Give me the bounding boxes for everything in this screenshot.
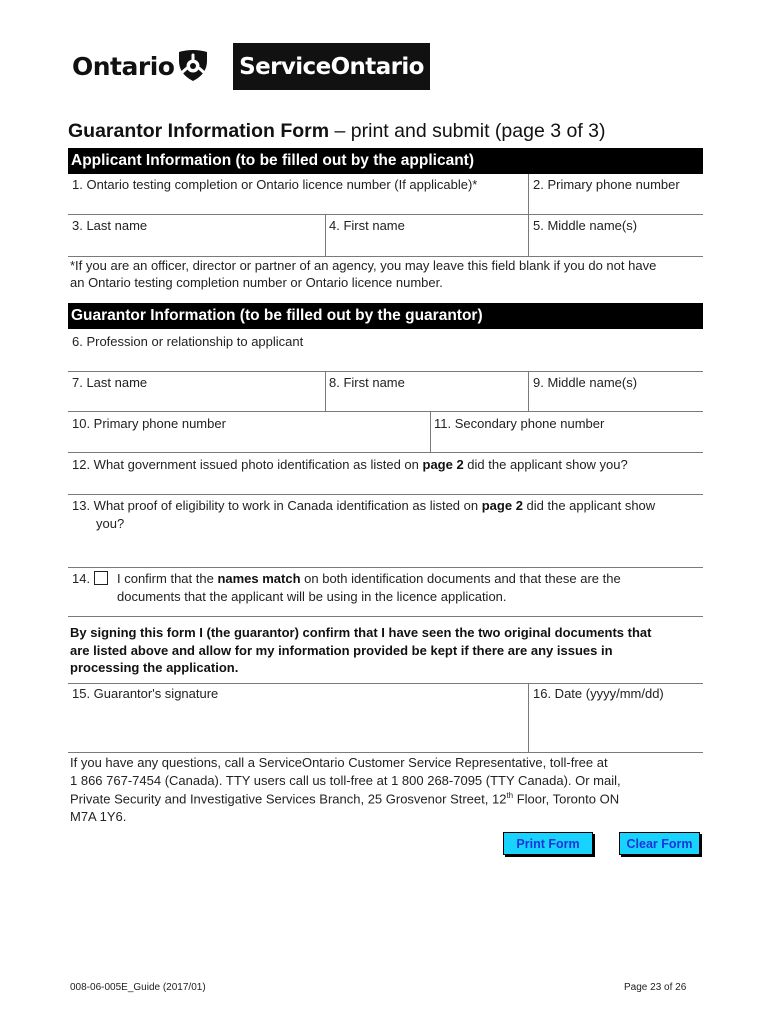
divider bbox=[68, 752, 703, 753]
form-title-subtitle: – print and submit (page 3 of 3) bbox=[329, 120, 606, 142]
field-16-label: 16. Date (yyyy/mm/dd) bbox=[533, 686, 664, 701]
field-14-label-line2: documents that the applicant will be using in the licence application. bbox=[117, 589, 507, 604]
trillium-logo-icon bbox=[175, 47, 211, 83]
field-14-text: I confirm that the bbox=[117, 571, 218, 586]
contact-line4: M7A 1Y6. bbox=[70, 809, 127, 824]
declaration-line1: By signing this form I (the guarantor) confirm that I have seen the two original documents that bbox=[70, 625, 652, 640]
ontario-wordmark: Ontario bbox=[72, 52, 175, 81]
serviceontario-wordmark: ServiceOntario bbox=[239, 53, 424, 80]
divider bbox=[68, 452, 703, 453]
contact-address: Private Security and Investigative Services Branch, 25 Grosvenor Street, 12 bbox=[70, 791, 507, 807]
names-match-checkbox[interactable] bbox=[94, 571, 108, 585]
field-13-text-end: did the applicant show bbox=[522, 498, 656, 513]
field-14-label bbox=[117, 571, 621, 586]
divider bbox=[325, 214, 326, 257]
clear-form-button[interactable]: Clear Form bbox=[619, 832, 700, 855]
field-13-text: 13. What proof of eligibility to work in Canada identification as listed on bbox=[72, 498, 482, 513]
divider bbox=[68, 494, 703, 495]
print-form-button[interactable]: Print Form bbox=[503, 832, 593, 855]
field-13-page-ref: page 2 bbox=[481, 498, 523, 513]
divider bbox=[528, 371, 529, 412]
field-2-label: 2. Primary phone number bbox=[533, 177, 680, 192]
field-11-label: 11. Secondary phone number bbox=[434, 416, 605, 431]
declaration-line3: processing the application. bbox=[70, 660, 239, 675]
field-8-label: 8. First name bbox=[329, 375, 405, 390]
field-15-label: 15. Guarantor's signature bbox=[72, 686, 219, 701]
document-id: 008-06-005E_Guide (2017/01) bbox=[70, 982, 206, 993]
field-4-label: 4. First name bbox=[329, 218, 405, 233]
field-14-emphasis: names match bbox=[217, 571, 301, 586]
divider bbox=[430, 411, 431, 452]
divider bbox=[68, 214, 703, 215]
field-3-label: 3. Last name bbox=[72, 218, 148, 233]
field-12-text: 12. What government issued photo identification as listed on bbox=[72, 457, 423, 472]
field-9-label: 9. Middle name(s) bbox=[533, 375, 638, 390]
divider bbox=[528, 174, 529, 257]
field-6-label: 6. Profession or relationship to applicant bbox=[72, 334, 304, 349]
divider bbox=[68, 683, 703, 684]
serviceontario-logo bbox=[233, 43, 430, 90]
field-12-label bbox=[72, 457, 628, 472]
declaration-line2: are listed above and allow for my information provided be kept if there are any issues in bbox=[70, 643, 613, 658]
ordinal-suffix: th bbox=[506, 791, 514, 800]
form-title bbox=[68, 120, 606, 143]
page-number: Page 23 of 26 bbox=[624, 982, 687, 993]
divider bbox=[68, 371, 703, 372]
field-14-text-end: on both identification documents and that these are the bbox=[300, 571, 621, 586]
applicant-section-heading: Applicant Information (to be filled out by the applicant) bbox=[68, 148, 703, 174]
contact-address-end: Floor, Toronto ON bbox=[513, 791, 620, 807]
field-1-label: 1. Ontario testing completion or Ontario licence number (If applicable)* bbox=[72, 177, 478, 192]
divider bbox=[68, 411, 703, 412]
guarantor-section-heading: Guarantor Information (to be filled out by the guarantor) bbox=[68, 303, 703, 329]
contact-line3 bbox=[70, 791, 619, 806]
divider bbox=[528, 683, 529, 753]
field-13-label bbox=[72, 498, 655, 513]
field-12-text-end: did the applicant show you? bbox=[463, 457, 628, 472]
field-14-number: 14. bbox=[72, 571, 91, 586]
applicant-note-line1: *If you are an officer, director or partner of an agency, you may leave this field blank if you do not have bbox=[70, 258, 657, 273]
field-13-label-line2: you? bbox=[96, 516, 125, 531]
divider bbox=[325, 371, 326, 412]
field-10-label: 10. Primary phone number bbox=[72, 416, 226, 431]
contact-line2: 1 866 767-7454 (Canada). TTY users call us toll-free at 1 800 268-7095 (TTY Canada). Or mail, bbox=[70, 773, 621, 788]
divider bbox=[68, 256, 703, 257]
contact-line1: If you have any questions, call a ServiceOntario Customer Service Representative, toll-free at bbox=[70, 755, 608, 770]
form-title-main: Guarantor Information Form bbox=[68, 120, 330, 142]
divider bbox=[68, 567, 703, 568]
applicant-note-line2: an Ontario testing completion number or Ontario licence number. bbox=[70, 275, 443, 290]
divider bbox=[68, 616, 703, 617]
field-12-page-ref: page 2 bbox=[422, 457, 464, 472]
field-7-label: 7. Last name bbox=[72, 375, 148, 390]
field-5-label: 5. Middle name(s) bbox=[533, 218, 638, 233]
